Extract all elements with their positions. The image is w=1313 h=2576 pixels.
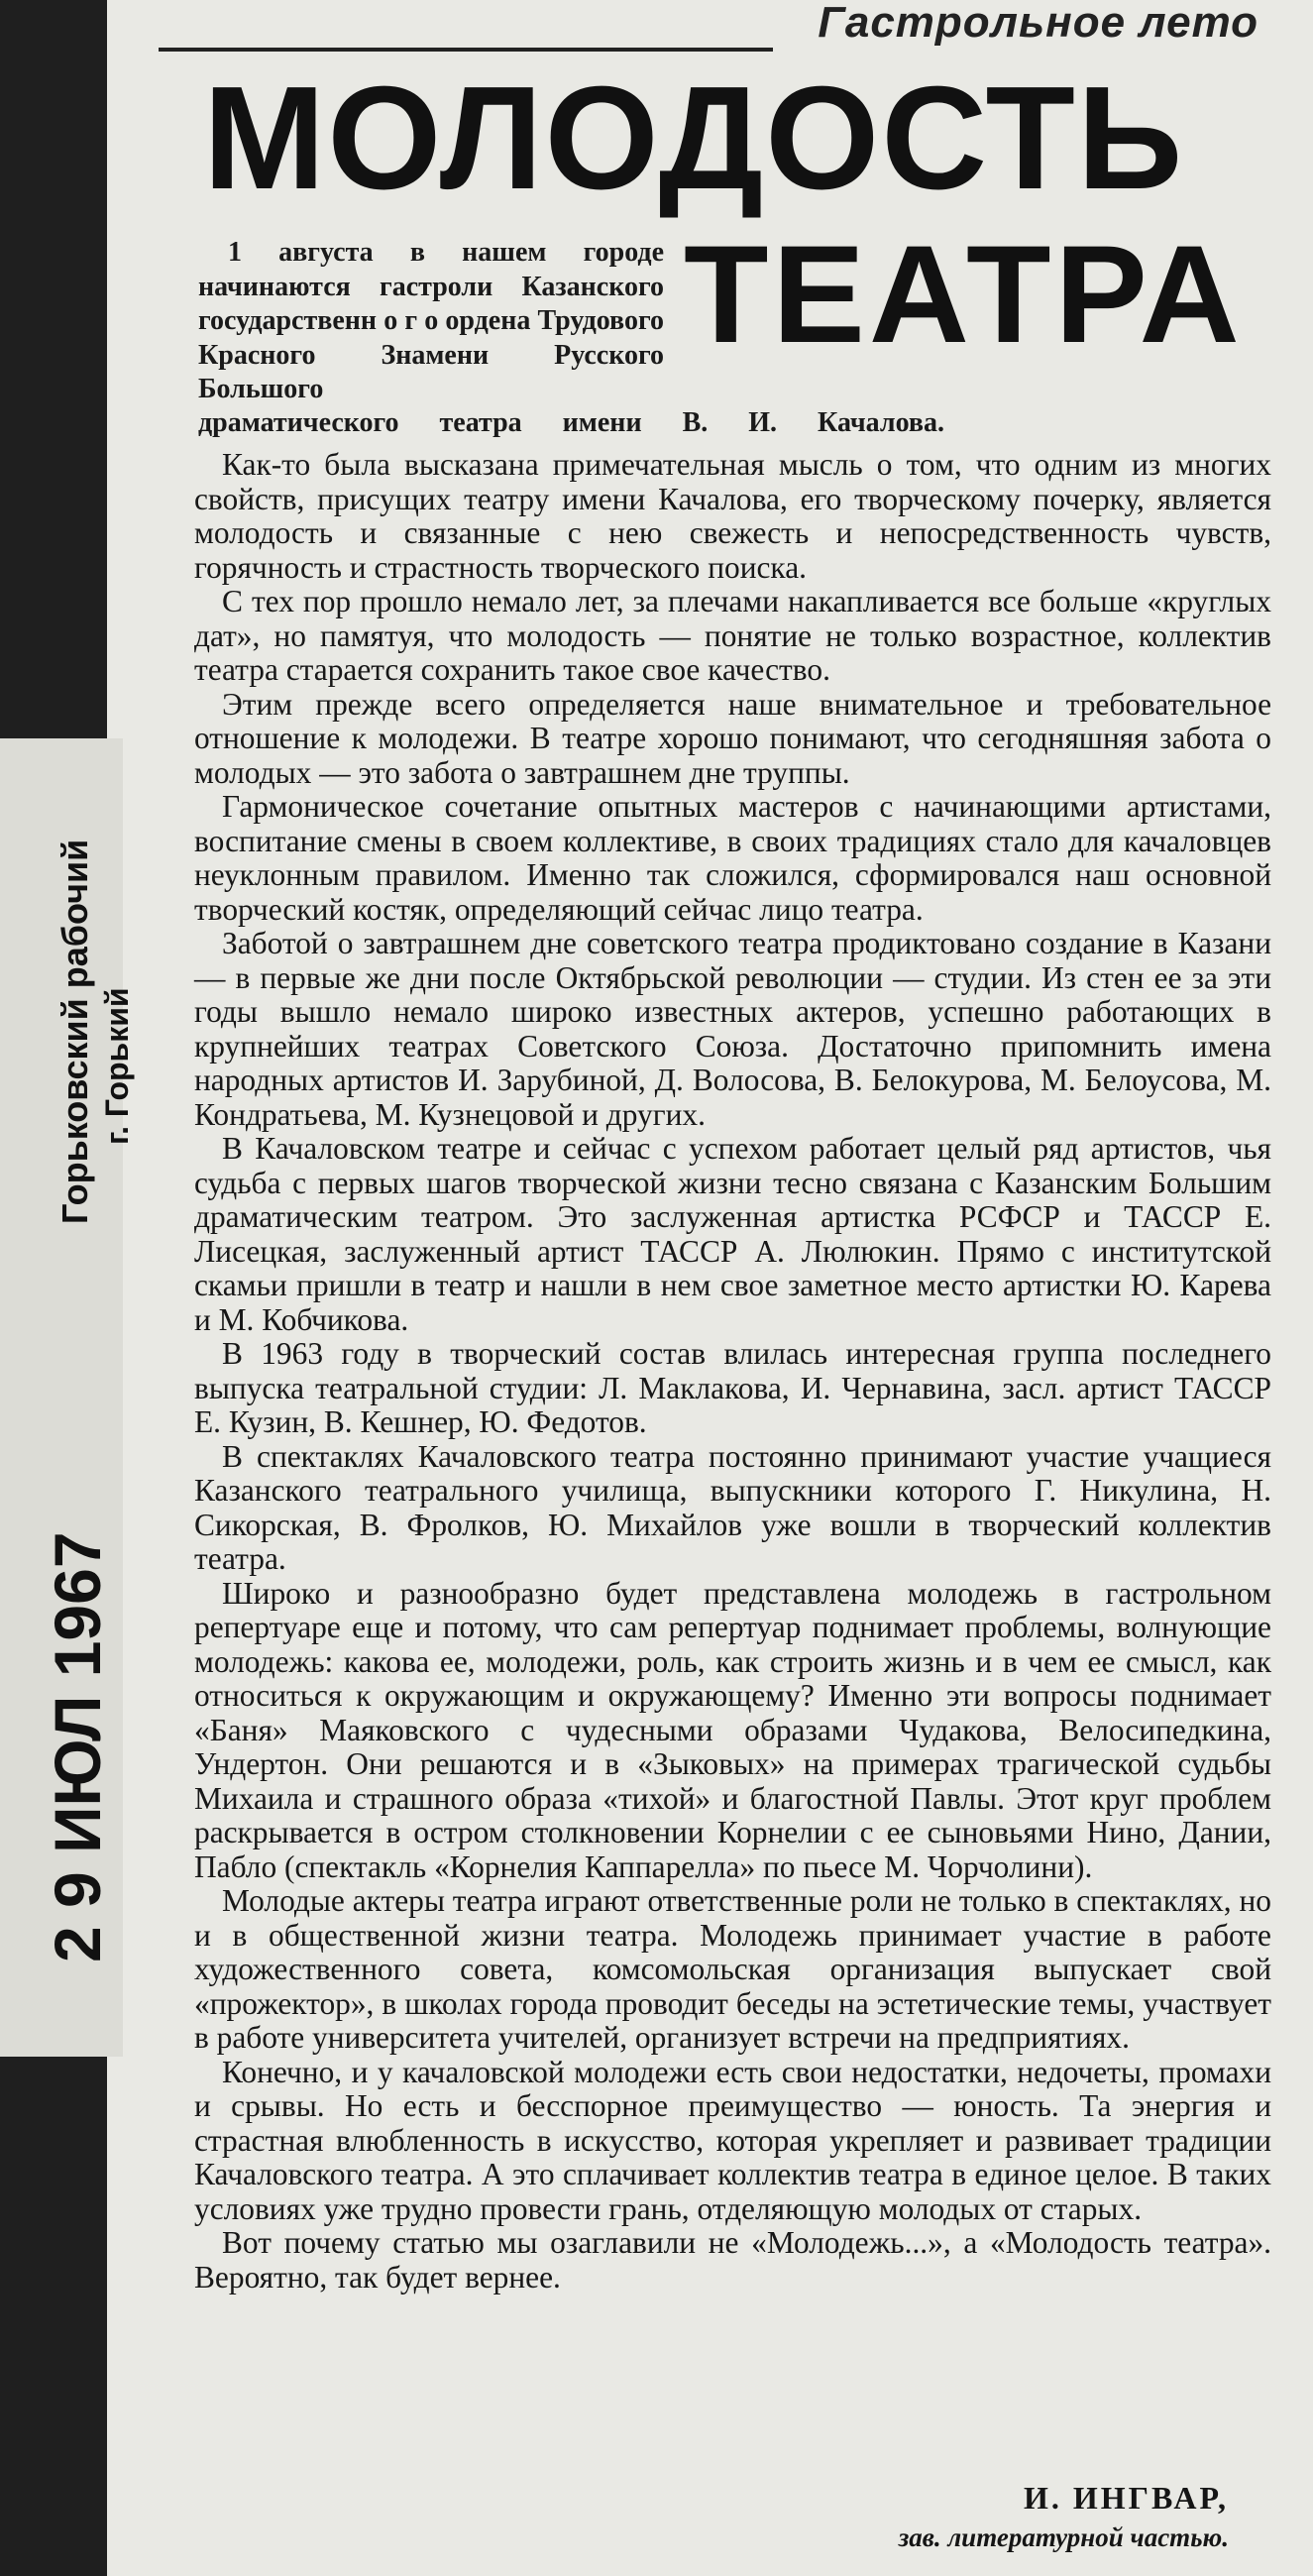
article-paragraph: Широко и разнообразно будет представлена молодежь в гастрольном репертуаре еще и потому, что сам репертуар поднимает проблемы, волнующие молодежь: какова ее, молодежи, роль, как строить жизнь и в чем ее смысл, как относиться к окружающим и окружающему? Именно эти вопросы поднимает «Баня» Маяковского с чудесными образами Чудакова, Велосипедкина, Ундертон. Они решаются и в «Зыковых» на примерах трагической судьбы Михаила и страшного образа «тихой» и благостной Павлы. Этот круг проблем раскрывается в остром столкновении Корнелии с ее сыновьями Нино, Дании, Пабло (спектакль «Корнелия Каппарелла» по пьесе М. Чорчолини). [194, 1575, 1271, 1884]
article-paragraph: В 1963 году в творческий состав влилась интересная группа последнего выпуска театральной студии: Л. Маклакова, И. Чернавина, засл. артист ТАССР Е. Кузин, В. Кешнер, Ю. Федотов. [194, 1336, 1271, 1439]
article-paragraph: Гармоническое сочетание опытных мастеров с начинающими артистами, воспитание смены в своем коллективе, в своих традициях стало для качаловцев неуклонным правилом. Именно так сложился, сформировался наш основной творческий костяк, определяющий сейчас лицо театра. [194, 789, 1271, 927]
article-paragraph: С тех пор прошло немало лет, за плечами накапливается все больше «круглых дат», но памятуя, что молодость — понятие не только возрастное, коллектив театра старается сохранить такое свое качество. [194, 584, 1271, 687]
author-role: зав. литературной частью. [898, 2522, 1229, 2552]
author-signature: И. ИНГВАР, [1023, 2480, 1229, 2516]
article-paragraph: Вот почему статью мы озаглавили не «Молодежь...», а «Молодость театра». Вероятно, так будет вернее. [194, 2225, 1271, 2295]
date-stamp: 2 9 ИЮЛ 1967 [41, 1531, 114, 1962]
article-paragraph: Молодые актеры театра играют ответственные роли не только в спектаклях, но и в общественной жизни театра. Молодежь принимает участие в работе художественного совета, комсомольская организация выпускает свой «прожектор», в школах города проводит беседы на эстетические темы, участвует в работе университета учителей, организует встречи на предприятиях. [194, 1883, 1271, 2055]
archive-source-stamp [10, 738, 135, 1254]
article-paragraph: В спектаклях Качаловского театра постоянно принимают участие учащиеся Казанского театрального училища, выпускники которого Г. Никулина, Н. Сикорская, В. Фролков, Ю. Михайлов уже вошли в творческий коллектив театра. [194, 1438, 1271, 1576]
article-paragraph: Конечно, и у качаловской молодежи есть свои недостатки, недочеты, промахи и срывы. Но есть и бесспорное преимущество — юность. Та энергия и страстная влюбленность в искусство, которая укрепляет и развивает традиции Качаловского театра. А это сплачивает коллектив театра в единое целое. В таких условиях уже трудно провести грань, отделяющую молодых от старых. [194, 2054, 1271, 2226]
article-paragraph: Как-то была высказана примечательная мысль о том, что одним из многих свойств, присущих театру имени Качалова, его творческому почерку, является молодость и связанные с нею свежесть и непосредственность чувств, горячность и страстность творческого поиска. [194, 447, 1271, 585]
stamp-city: г. Горький [99, 987, 135, 1145]
article-paragraph: В Качаловском театре и сейчас с успехом работает целый ряд артистов, чья судьба с первых шагов творческой жизни тесно связана с Казанским Большим драматическим театром. Это заслуженная артистка РСФСР и ТАССР Е. Лисецкая, заслуженный артист ТАССР А. Люлюкин. Прямо с институтской скамьи пришли в театр и нашли в нем свое заметное место артистки Ю. Карева и М. Кобчикова. [194, 1131, 1271, 1337]
rubric-label: Гастрольное лето [818, 0, 1258, 47]
stamp-newspaper-name: Горьковский рабочий [55, 839, 95, 1224]
headline-line-2: ТЕАТРА [684, 216, 1244, 372]
headline-line-1: МОЛОДОСТЬ [203, 56, 1185, 220]
article-paragraph: Заботой о завтрашнем дне советского театра продиктовано создание в Казани — в первые же дни после Октябрьской революции — студии. Из стен ее за эти годы вышло немало широко известных актеров, успешно работающих в крупнейших театрах Советского Союза. Достаточно припомнить имена народных артистов И. Зарубиной, Д. Волосова, В. Белокурова, М. Белоусова, М. Кондратьева, М. Кузнецовой и других. [194, 926, 1271, 1132]
article-body [194, 448, 1271, 2295]
lead-paragraph-end: драматического театра имени В. И. Качалова. [198, 407, 945, 438]
lead-paragraph: 1 августа в нашем городе начинаются гастроли Казанского государственн о г о ордена Трудового Красного Знамени Русского Большого [198, 237, 664, 404]
article-paragraph: Этим прежде всего определяется наше внимательное и требовательное отношение к молодежи. В театре хорошо понимают, что сегодняшняя забота о молодых — это забота о завтрашнем дне труппы. [194, 686, 1271, 790]
